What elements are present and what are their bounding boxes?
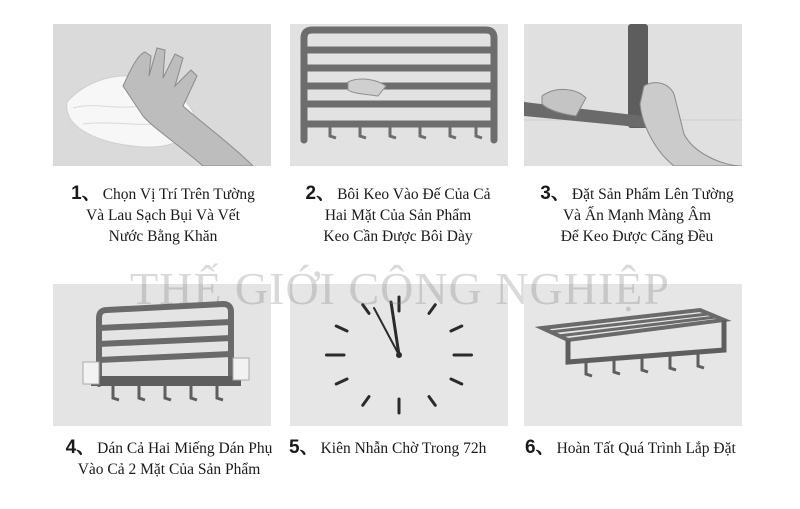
step-5-line-1: Kiên Nhẫn Chờ Trong 72h xyxy=(320,440,487,457)
step-4-line-2: Vào Cả 2 Mặt Của Sản Phẩm xyxy=(77,461,261,478)
step-6-number: 6、 xyxy=(525,437,555,458)
step-6-line-1: Hoàn Tất Quá Trình Lắp Đặt xyxy=(556,440,736,457)
step-5-photo xyxy=(290,284,508,426)
step-3-line-1: Đặt Sản Phẩm Lên Tường xyxy=(571,186,734,203)
step-1-photo xyxy=(53,24,271,166)
step-4-number: 4、 xyxy=(65,437,96,458)
step-3-caption xyxy=(512,183,762,247)
step-2-line-1: Bôi Keo Vào Đế Của Cả xyxy=(337,186,491,203)
step-4-photo xyxy=(53,284,271,426)
step-6-photo xyxy=(524,284,742,426)
step-1-caption xyxy=(38,183,288,247)
watermark-text: THẾ GIỚI CÔNG NGHIỆP xyxy=(130,263,670,314)
step-4-line-1: Dán Cả Hai Miếng Dán Phụ xyxy=(97,440,273,457)
step-3-line-2: Và Ấn Mạnh Màng Âm xyxy=(562,207,712,224)
step-5-caption xyxy=(289,437,539,459)
step-2-line-2: Hai Mặt Của Sản Phẩm xyxy=(324,207,472,224)
step-2-photo xyxy=(290,24,508,166)
step-4-caption xyxy=(44,437,294,480)
step-3-photo xyxy=(524,24,742,166)
step-6-caption xyxy=(525,437,775,459)
step-1-line-2: Và Lau Sạch Bụi Và Vết xyxy=(86,207,240,224)
step-3-line-3: Để Keo Được Căng Đều xyxy=(560,228,714,245)
step-2-number: 2、 xyxy=(305,183,336,204)
step-2-line-3: Keo Cần Được Bôi Dày xyxy=(323,228,473,245)
step-1-line-3: Nước Bằng Khăn xyxy=(108,228,218,245)
step-2-caption xyxy=(273,183,523,247)
step-5-number: 5、 xyxy=(289,437,319,458)
step-1-line-1: Chọn Vị Trí Trên Tường xyxy=(102,186,255,203)
step-3-number: 3、 xyxy=(540,183,570,204)
step-1-number: 1、 xyxy=(71,183,101,204)
